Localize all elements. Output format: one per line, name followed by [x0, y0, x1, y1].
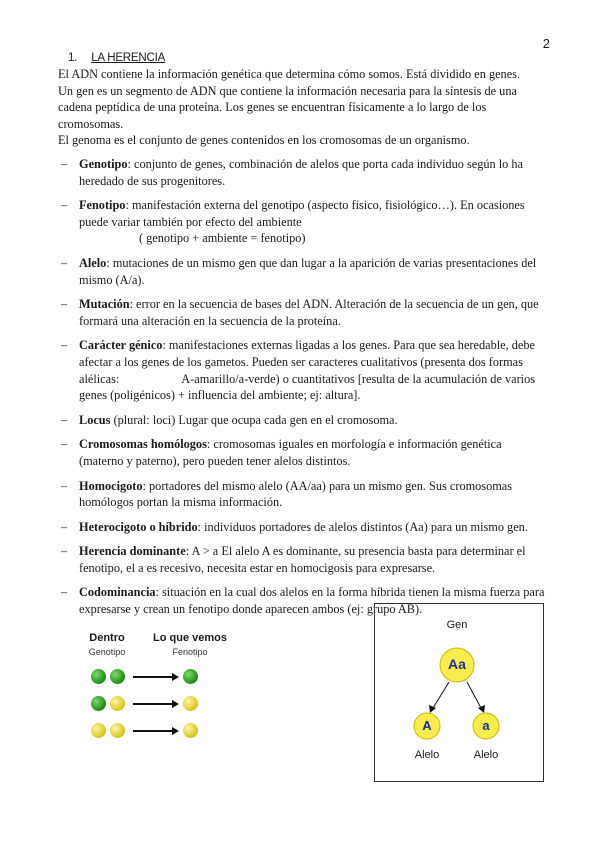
- definition-text: A-amarillo/a-verde) o cuantitativos [resulta de la acumulación de varios genes (poligénicos) + influencia del ambiente; ej: altura].: [79, 371, 536, 403]
- green-phenotype-ball: [183, 669, 198, 684]
- intro-paragraph: El genoma es el conjunto de genes contenidos en los cromosomas de un organismo.: [58, 133, 470, 148]
- definition-text: : individuos portadores de alelos distintos (Aa) para un mismo gen.: [197, 519, 528, 534]
- section-number: 1.: [68, 52, 78, 64]
- definition-text: : conjunto de genes, combinación de alelos que porta cada individuo según lo ha heredado de sus progenitores.: [79, 157, 523, 188]
- intro-paragraph: Un gen es un segmento de ADN que contiene la información necesaria para la síntesis de una cadena peptídica de una proteína. Los genes se encuentran físicamente a lo largo de los cromosomas.: [58, 83, 517, 131]
- arrow-head: [429, 705, 436, 713]
- section-heading: [68, 52, 165, 64]
- definition-term: Locus: [79, 412, 111, 427]
- left-child-label: A: [422, 718, 432, 733]
- branch-line: [433, 682, 449, 708]
- definition-term: Herencia dominante: [79, 544, 186, 559]
- arrow-head: [478, 705, 485, 713]
- definition-term: Cromosomas homólogos: [79, 437, 207, 452]
- definition-item: – Cromosomas homólogos: cromosomas iguales en morfología e información genética (materno y paterno), pero pueden tener alelos distintos.: [61, 437, 502, 468]
- definition-item: – Homocigoto: portadores del mismo alelo (AA/aa) para un mismo gen. Sus cromosomas homólogos portan la misma información.: [61, 478, 513, 510]
- definition-text: : manifestaciones externas ligadas a los genes. Para que sea heredable, debe afectar a los genes de los gametos. Pueden ser caracteres cualitativos (presenta dos formas alélicas:: [79, 338, 535, 386]
- arrow-icon: [133, 703, 177, 705]
- genotype-column-subtitle: Genotipo: [88, 647, 126, 657]
- yellow-phenotype-ball: [183, 723, 198, 738]
- definition-term: Homocigoto: [79, 478, 143, 493]
- yellow-allele-ball: [110, 696, 125, 711]
- definition-term: Genotipo: [79, 157, 128, 171]
- parent-label: Aa: [448, 656, 466, 672]
- definition-text: : portadores del mismo alelo (AA/aa) para un mismo gen. Sus cromosomas homólogos portan la misma información.: [79, 478, 513, 510]
- definition-text: : manifestación externa del genotipo (aspecto físico, fisiológico…). En ocasiones puede variar también por efecto del ambiente: [79, 198, 525, 229]
- gene-title: Gen: [446, 619, 468, 631]
- right-allele-label: Alelo: [473, 749, 499, 761]
- intro-paragraph: El ADN contiene la información genética que determina cómo somos. Está dividido en genes.: [58, 67, 521, 81]
- phenotype-column-title: Lo que vemos: [153, 632, 227, 644]
- definition-term: Heterocigoto o híbrido: [79, 519, 198, 534]
- green-allele-ball: [110, 669, 125, 684]
- definition-item: – Mutación: error en la secuencia de bases del ADN. Alteración de la secuencia de un gen, que formará una alteración en la secuencia de la proteína.: [61, 297, 539, 328]
- yellow-allele-ball: [91, 723, 106, 738]
- definition-list: [58, 156, 548, 626]
- intro-text: [58, 66, 548, 149]
- definition-text: : cromosomas iguales en morfología e información genética (materno y paterno), pero pueden tener alelos distintos.: [79, 437, 502, 468]
- genotype-phenotype-figure: [82, 632, 242, 752]
- arrow-icon: [133, 730, 177, 732]
- definition-item: – Carácter génico: manifestaciones externas ligadas a los genes. Para que sea heredable, debe afectar a los genes de los gametos. Pueden ser caracteres cualitativos (presenta dos formas alélicas: A-amarillo/a-verde) o cuantitativos [resulta de la acumulación de varios genes (poligénicos) + influencia del ambiente; ej: altura].: [61, 338, 536, 403]
- green-allele-ball: [91, 696, 106, 711]
- definition-text: : error en la secuencia de bases del ADN. Alteración de la secuencia de un gen, que formará una alteración en la secuencia de la proteína.: [79, 297, 539, 328]
- definition-term: Fenotipo: [79, 198, 126, 213]
- phenotype-column-subtitle: Fenotipo: [172, 647, 208, 657]
- definition-term: Carácter génico: [79, 338, 163, 353]
- green-allele-ball: [91, 669, 106, 684]
- definition-item: – Locus (plural: loci) Lugar que ocupa cada gen en el cromosoma.: [61, 412, 398, 427]
- definition-term: Mutación: [79, 297, 130, 312]
- left-allele-label: Alelo: [414, 749, 440, 761]
- definition-text: : mutaciones de un mismo gen que dan lugar a la aparición de varias presentaciones del mismo (A/a).: [79, 255, 537, 287]
- yellow-phenotype-ball: [183, 696, 198, 711]
- definition-item: – Heterocigoto o híbrido: individuos portadores de alelos distintos (Aa) para un mismo gen.: [61, 519, 528, 534]
- definition-item: – Fenotipo: manifestación externa del genotipo (aspecto físico, fisiológico…). En ocasiones puede variar también por efecto del ambiente ( genotipo + ambiente = fenotipo): [58, 197, 548, 247]
- genotype-column-title: Dentro: [89, 632, 125, 644]
- definition-text: : A > a El alelo A es dominante, su presencia basta para determinar el fenotipo, el a es recesivo, necesita estar en homocigosis para expresarse.: [79, 544, 526, 575]
- section-title: LA HERENCIA: [91, 52, 166, 64]
- definition-term: Codominancia: [79, 585, 156, 600]
- definition-formula: ( genotipo + ambiente = fenotipo): [139, 231, 306, 246]
- right-child-label: a: [482, 718, 490, 733]
- definition-item: – Alelo: mutaciones de un mismo gen que dan lugar a la aparición de varias presentaciones del mismo (A/a).: [61, 255, 537, 287]
- arrow-icon: [133, 676, 177, 678]
- definition-item: – Genotipo: conjunto de genes, combinación de alelos que porta cada individuo según lo ha heredado de sus progenitores.: [61, 157, 523, 188]
- page-number: 2: [542, 36, 550, 51]
- definition-item: – Codominancia: situación en la cual dos alelos en la forma híbrida tienen la misma fuerza para expresarse y crean un fenotipo donde aparecen ambos (ej: grupo AB).: [61, 585, 545, 617]
- branch-line: [467, 682, 481, 708]
- definition-text: : situación en la cual dos alelos en la forma híbrida tienen la misma fuerza para expresarse y crean un fenotipo donde aparecen ambos (ej: grupo AB).: [79, 585, 545, 617]
- gene-allele-diagram: [374, 603, 544, 782]
- yellow-allele-ball: [110, 723, 125, 738]
- definition-term: Alelo: [79, 255, 107, 270]
- definition-item: – Herencia dominante: A > a El alelo A es dominante, su presencia basta para determinar el fenotipo, el a es recesivo, necesita estar en homocigosis para expresarse.: [61, 544, 526, 575]
- definition-text: (plural: loci) Lugar que ocupa cada gen en el cromosoma.: [110, 412, 398, 427]
